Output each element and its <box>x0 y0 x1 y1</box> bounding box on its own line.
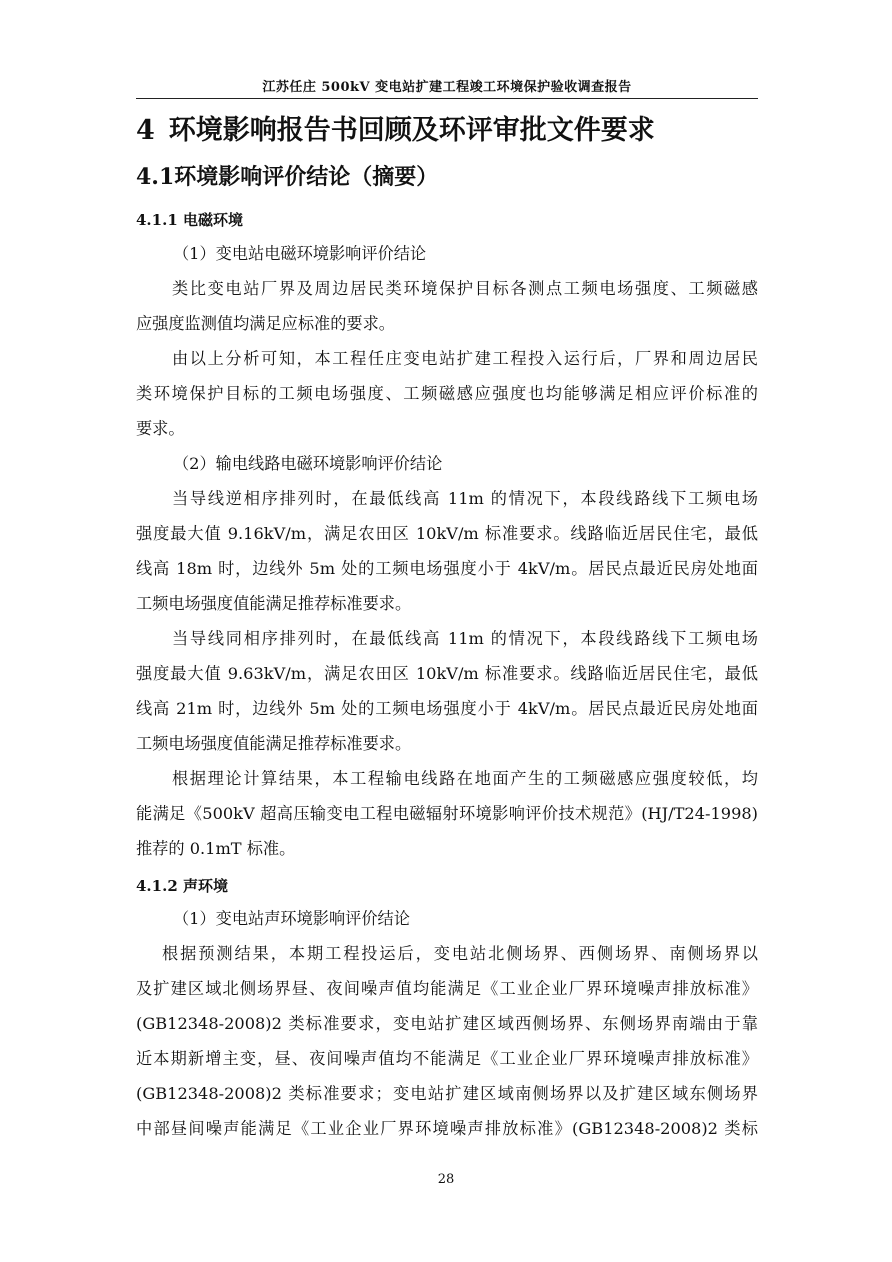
paragraph-line: 工频电场强度值能满足推荐标准要求。 <box>136 594 412 613</box>
paragraph-line: 强度最大值 9.63kV/m，满足农田区 10kV/m 标准要求。线路临近居民住宅，最低 <box>136 664 758 683</box>
subsection-heading-acoustic: 4.1.2 声环境 <box>136 877 228 895</box>
chapter-title: 环境影响报告书回顾及环评审批文件要求 <box>168 115 655 146</box>
subsection-heading-electromagnetic: 4.1.1 电磁环境 <box>136 211 243 229</box>
header-rule <box>136 98 758 99</box>
page-number: 28 <box>437 1172 455 1187</box>
paragraph-line: (GB12348-2008)2 类标准要求，变电站扩建区域西侧场界、东侧场界南端由于靠 <box>136 1014 758 1033</box>
paragraph-line: 工频电场强度值能满足推荐标准要求。 <box>136 734 412 753</box>
paragraph-line: 近本期新增主变，昼、夜间噪声值均不能满足《工业企业厂界环境噪声排放标准》 <box>136 1049 758 1068</box>
paragraph-line: 及扩建区域北侧场界昼、夜间噪声值均能满足《工业企业厂界环境噪声排放标准》 <box>136 979 758 998</box>
paragraph-line: 推荐的 0.1mT 标准。 <box>136 839 296 858</box>
chapter-number: 4 <box>136 115 155 146</box>
section-heading: 4.1环境影响评价结论（摘要） <box>136 164 439 190</box>
paragraph-line: (GB12348-2008)2 类标准要求；变电站扩建区域南侧场界以及扩建区域东侧场界 <box>136 1084 758 1103</box>
paragraph-line: 强度最大值 9.16kV/m，满足农田区 10kV/m 标准要求。线路临近居民住宅，最低 <box>136 524 758 543</box>
paragraph-line: 由以上分析可知，本工程任庄变电站扩建工程投入运行后，厂界和周边居民 <box>172 349 758 368</box>
paragraph-line: 类比变电站厂界及周边居民类环境保护目标各测点工频电场强度、工频磁感 <box>172 279 758 298</box>
paragraph-line: 当导线逆相序排列时，在最低线高 11m 的情况下，本段线路线下工频电场 <box>172 489 758 508</box>
running-header: 江苏任庄 500kV 变电站扩建工程竣工环境保护验收调查报告 <box>262 80 632 95</box>
paragraph-line: 线高 21m 时，边线外 5m 处的工频电场强度小于 4kV/m。居民点最近民房处地面 <box>136 699 758 718</box>
para-item-heading: （1）变电站声环境影响评价结论 <box>173 909 410 928</box>
paragraph-line: 类环境保护目标的工频电场强度、工频磁感应强度也均能够满足相应评价标准的 <box>136 384 758 403</box>
paragraph-line: 根据预测结果，本期工程投运后，变电站北侧场界、西侧场界、南侧场界以 <box>162 944 758 963</box>
paragraph-line: 根据理论计算结果，本工程输电线路在地面产生的工频磁感应强度较低，均 <box>172 769 758 788</box>
paragraph-line: 当导线同相序排列时，在最低线高 11m 的情况下，本段线路线下工频电场 <box>172 629 758 648</box>
paragraph-line: 中部昼间噪声能满足《工业企业厂界环境噪声排放标准》(GB12348-2008)2 类标 <box>136 1119 758 1138</box>
paragraph-line: 应强度监测值均满足应标准的要求。 <box>136 314 395 333</box>
para-item-heading: （1）变电站电磁环境影响评价结论 <box>173 244 427 263</box>
para-item-heading: （2）输电线路电磁环境影响评价结论 <box>173 454 443 473</box>
paragraph-line: 线高 18m 时，边线外 5m 处的工频电场强度小于 4kV/m。居民点最近民房处地面 <box>136 559 758 578</box>
paragraph-line: 能满足《500kV 超高压输变电工程电磁辐射环境影响评价技术规范》(HJ/T24-1998) <box>136 804 758 823</box>
chapter-heading <box>136 108 655 147</box>
paragraph-line: 要求。 <box>136 419 185 438</box>
